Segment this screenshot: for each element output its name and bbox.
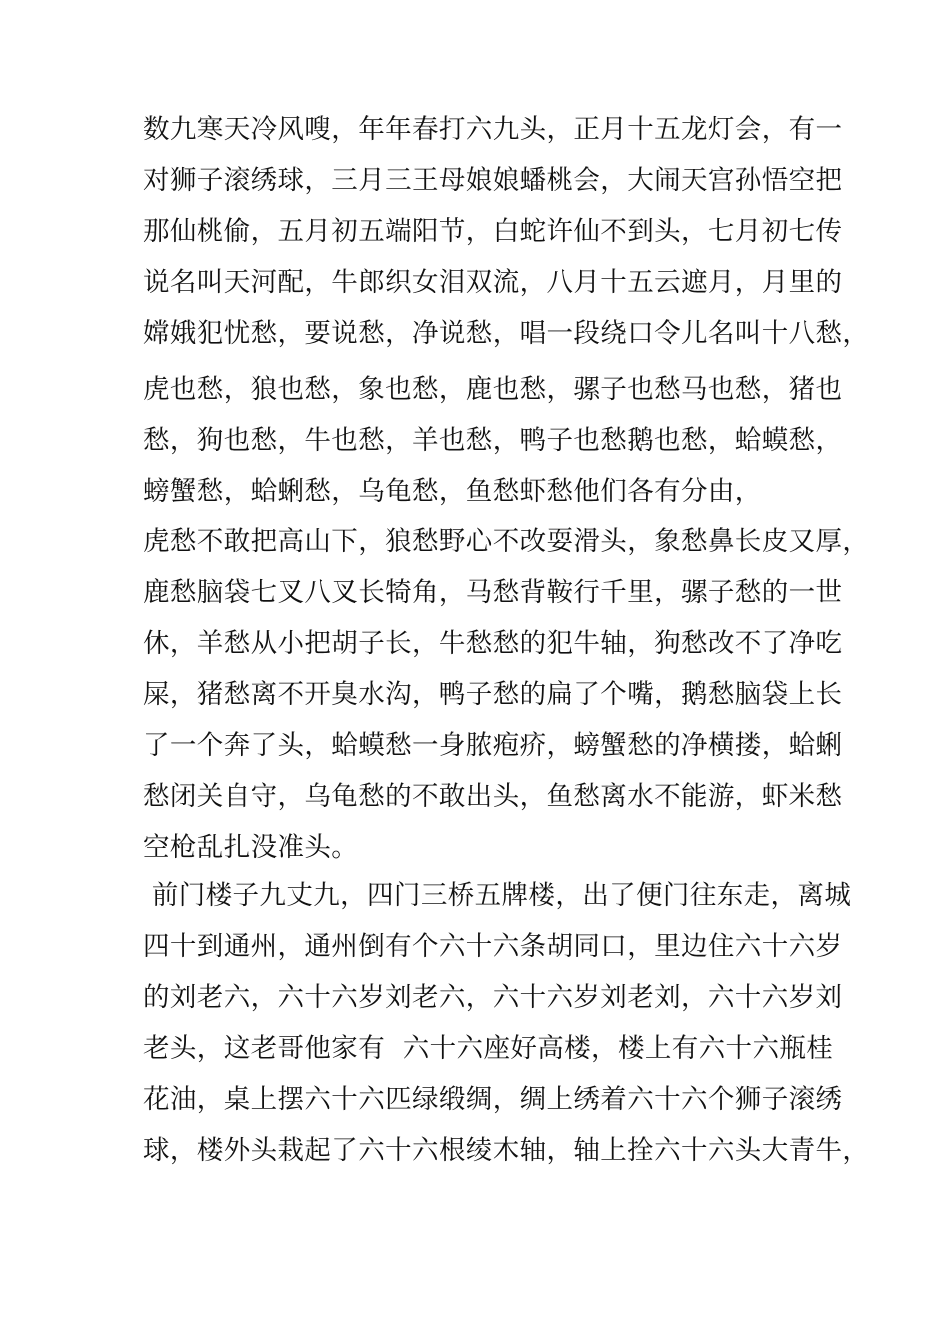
text-line: 四十到通州，通州倒有个六十六条胡同口，里边住六十六岁 — [143, 931, 843, 962]
text-line: 花油，桌上摆六十六匹绿缎绸，绸上绣着六十六个狮子滚绣 — [143, 1084, 843, 1115]
text-line: 螃蟹愁，蛤蜊愁，乌龟愁，鱼愁虾愁他们各有分由， — [143, 476, 762, 507]
text-line: 休，羊愁从小把胡子长，牛愁愁的犯牛轴，狗愁改不了净吃 — [143, 628, 843, 659]
paragraph-1 — [143, 104, 870, 359]
text-line: 虎愁不敢把高山下，狼愁野心不改耍滑头，象愁鼻长皮又厚， — [143, 526, 870, 557]
text-line: 说名叫天河配，牛郎织女泪双流，八月十五云遮月，月里的 — [143, 267, 843, 298]
text-line: 愁闭关自守，乌龟愁的不敢出头，鱼愁离水不能游，虾米愁 — [143, 781, 843, 812]
paragraph-3 — [143, 516, 870, 873]
text-line: 鹿愁脑袋七叉八叉长犄角，马愁背鞍行千里，骡子愁的一世 — [143, 577, 843, 608]
text-line: 空枪乱扎没准头。 — [143, 832, 359, 863]
paragraph-2 — [143, 364, 843, 517]
text-line: 球，楼外头栽起了六十六根绫木轴，轴上拴六十六头大青牛， — [143, 1135, 870, 1166]
paragraph-4 — [143, 870, 870, 1176]
text-line: 数九寒天冷风嗖，年年春打六九头，正月十五龙灯会，有一 — [143, 114, 843, 145]
text-line: 了一个奔了头，蛤蟆愁一身脓疱疥，螃蟹愁的净横搂，蛤蜊 — [143, 730, 843, 761]
text-line: 的刘老六，六十六岁刘老六，六十六岁刘老刘，六十六岁刘 — [143, 982, 843, 1013]
text-line: 屎，猪愁离不开臭水沟，鸭子愁的扁了个嘴，鹅愁脑袋上长 — [143, 679, 843, 710]
text-line: 嫦娥犯忧愁，要说愁，净说愁，唱一段绕口令儿名叫十八愁， — [143, 318, 870, 349]
text-line: 老头，这老哥他家有 六十六座好高楼，楼上有六十六瓶桂 — [143, 1033, 834, 1064]
text-line: 对狮子滚绣球，三月三王母娘娘蟠桃会，大闹天宫孙悟空把 — [143, 165, 843, 196]
text-line: 前门楼子九丈九，四门三桥五牌楼，出了便门往东走，离城 — [143, 880, 852, 911]
text-line: 愁，狗也愁，牛也愁，羊也愁，鸭子也愁鹅也愁，蛤蟆愁， — [143, 425, 843, 456]
text-line: 虎也愁，狼也愁，象也愁，鹿也愁，骡子也愁马也愁，猪也 — [143, 374, 843, 405]
text-line: 那仙桃偷，五月初五端阳节，白蛇许仙不到头，七月初七传 — [143, 216, 843, 247]
